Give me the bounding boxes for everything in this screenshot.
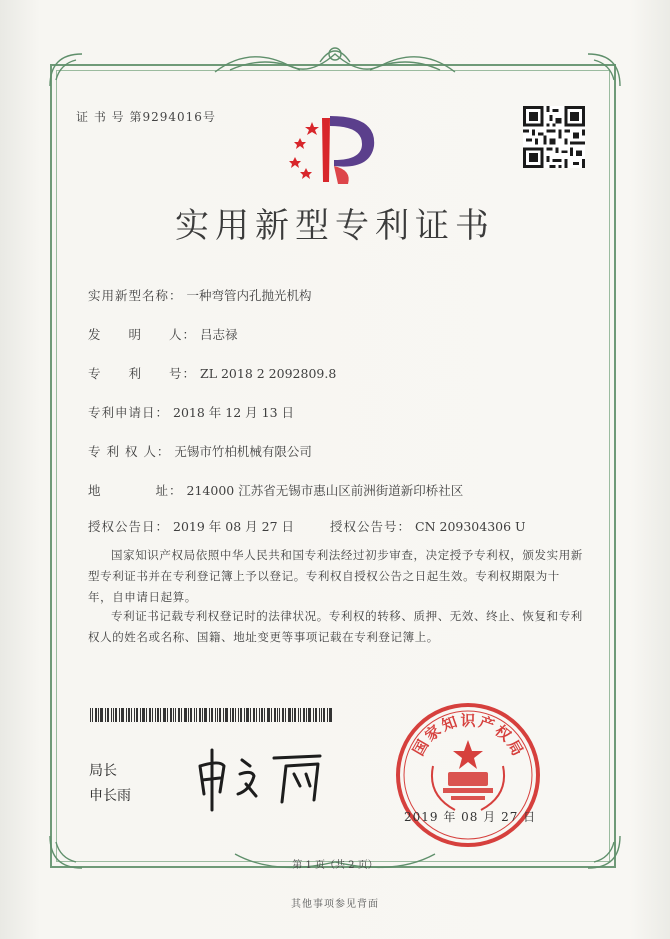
director-name: 申长雨 xyxy=(89,788,131,804)
field-label: 授权公告日： xyxy=(88,519,170,534)
field-label: 授权公告号： xyxy=(330,519,412,534)
certificate-title: 实用新型专利证书 xyxy=(175,206,495,246)
seal-character: 局 xyxy=(503,736,527,759)
barcode-icon xyxy=(90,708,332,722)
field-label: 地 址： xyxy=(88,483,183,498)
corner-ornament-tl xyxy=(46,50,86,90)
field-grant-date xyxy=(88,517,294,535)
seal-date: 2019 年 08 月 27 日 xyxy=(404,810,537,824)
field-value: ZL 2018 2 2092809.8 xyxy=(200,366,337,381)
field-label: 发 明 人： xyxy=(88,327,197,342)
field-address xyxy=(88,481,463,499)
official-seal xyxy=(393,700,543,850)
field-utility-model-name xyxy=(88,286,312,304)
top-ornament xyxy=(210,40,460,80)
field-patent-number xyxy=(88,364,336,382)
page-indicator: 第 1 页（共 2 页） xyxy=(292,860,378,871)
field-inventor xyxy=(88,325,238,343)
seal-character: 国 xyxy=(409,736,433,759)
legal-status-statement: 专利证书记载专利权登记时的法律状况。专利权的转移、质押、无效、终止、恢复和专利权人的姓名或名称、国籍、地址变更等事项记载在专利登记簿上。 xyxy=(88,609,583,644)
director-signature xyxy=(190,736,340,816)
field-patentee xyxy=(88,442,312,460)
field-value: 2019 年 08 月 27 日 xyxy=(173,519,295,534)
patent-office-logo-icon xyxy=(282,104,382,190)
certificate-number: 证 书 号 第9294016号 xyxy=(76,110,216,124)
field-value: 一种弯管内孔抛光机构 xyxy=(186,288,312,303)
field-value: CN 209304306 U xyxy=(415,519,526,534)
field-value: 2018 年 12 月 13 日 xyxy=(173,405,295,420)
field-label: 专利申请日： xyxy=(88,405,170,420)
field-value: 吕志禄 xyxy=(200,327,238,342)
seal-character: 产 xyxy=(476,712,497,735)
field-value: 无锡市竹柏机械有限公司 xyxy=(174,444,312,459)
seal-character: 权 xyxy=(491,721,515,745)
field-filing-date xyxy=(88,403,294,421)
seal-character: 知 xyxy=(439,712,460,735)
qr-code-icon xyxy=(523,106,585,168)
seal-character: 识 xyxy=(460,711,476,730)
field-grant-number xyxy=(330,517,526,535)
seal-character: 家 xyxy=(421,721,445,745)
footer-note: 其他事项参见背面 xyxy=(291,899,379,910)
corner-ornament-tr xyxy=(584,50,624,90)
field-label: 实用新型名称： xyxy=(88,288,183,303)
director-title: 局长 xyxy=(89,763,117,779)
field-label: 专 利 权 人： xyxy=(88,444,171,459)
grant-statement: 国家知识产权局依照中华人民共和国专利法经过初步审查，决定授予专利权，颁发实用新型专利证书并在专利登记簿上予以登记。专利权自授权公告之日起生效。专利权期限为十年，自申请日起算。 xyxy=(88,548,583,604)
field-value: 214000 江苏省无锡市惠山区前洲街道新印桥社区 xyxy=(186,483,464,498)
field-label: 专 利 号： xyxy=(88,366,197,381)
